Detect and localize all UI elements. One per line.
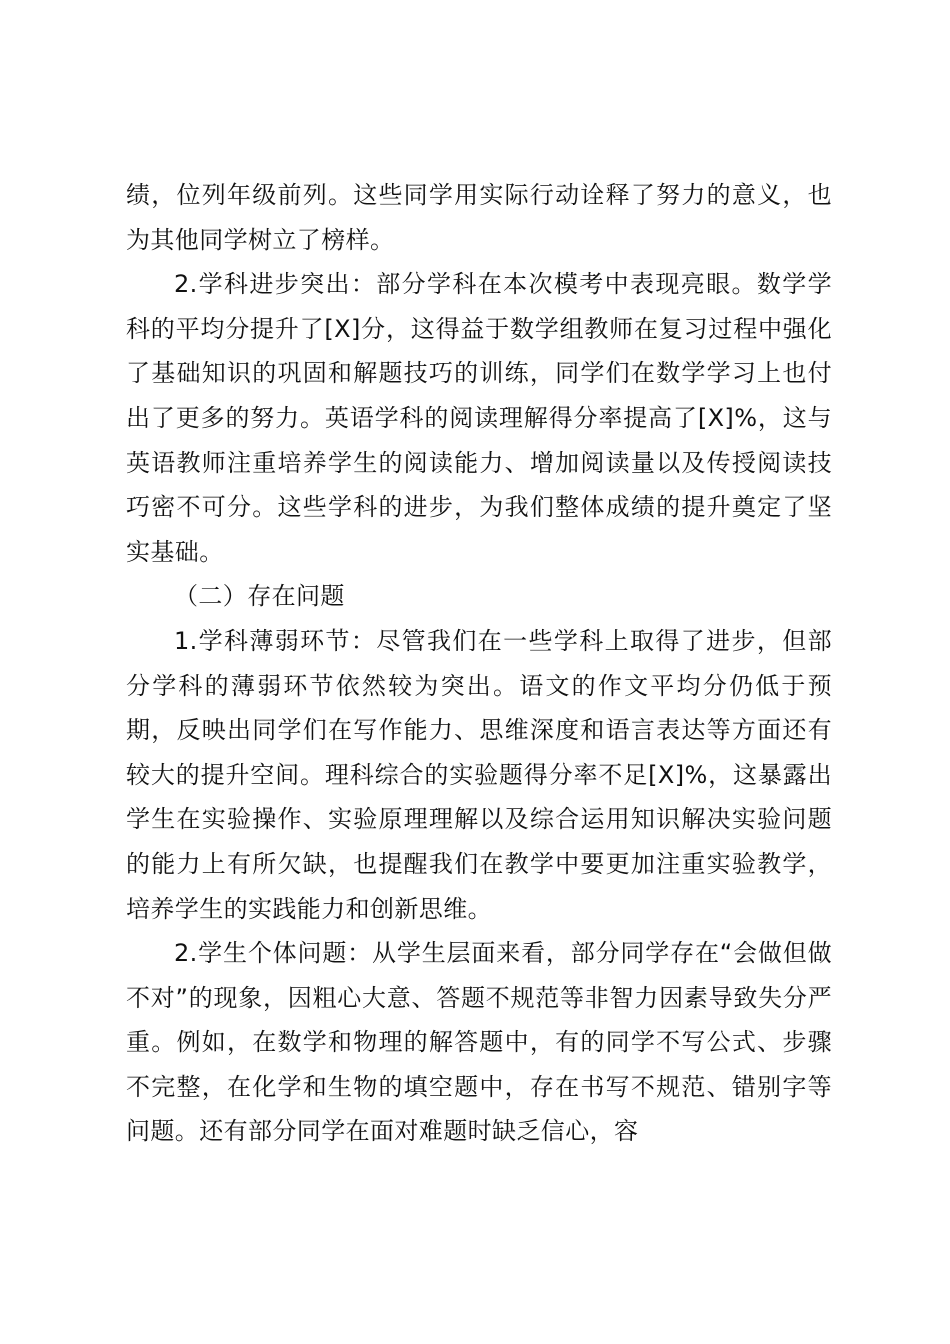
paragraph-weak-subjects: 1.学科薄弱环节：尽管我们在一些学科上取得了进步，但部分学科的薄弱环节依然较为突出。语文的作文平均分仍低于预期，反映出同学们在写作能力、思维深度和语言表达等方面还有较大的提升空间。理科综合的实验题得分率不足[X]%，这暴露出学生在实验操作、实验原理理解以及综合运用知识解决实验问题的能力上有所欠缺，也提醒我们在教学中要更加注重实验教学，培养学生的实践能力和创新思维。 — [126, 626, 832, 923]
paragraph-individual-problems: 2.学生个体问题：从学生层面来看，部分同学存在“会做但做不对”的现象，因粗心大意、答题不规范等非智力因素导致失分严重。例如，在数学和物理的解答题中，有的同学不写公式、步骤不完整，在化学和生物的填空题中，存在书写不规范、错别字等问题。还有部分同学在面对难题时缺乏信心，容 — [126, 939, 832, 1146]
section-heading-problems: （二）存在问题 — [174, 582, 345, 611]
document-body — [126, 173, 832, 1154]
paragraph-continuation: 绩，位列年级前列。这些同学用实际行动诠释了努力的意义，也为其他同学树立了榜样。 — [126, 181, 832, 254]
paragraph-subject-progress: 2.学科进步突出：部分学科在本次模考中表现亮眼。数学学科的平均分提升了[X]分，这得益于数学组教师在复习过程中强化了基础知识的巩固和解题技巧的训练，同学们在数学学习上也付出了更多的努力。英语学科的阅读理解得分率提高了[X]%，这与英语教师注重培养学生的阅读能力、增加阅读量以及传授阅读技巧密不可分。这些学科的进步，为我们整体成绩的提升奠定了坚实基础。 — [126, 270, 832, 566]
